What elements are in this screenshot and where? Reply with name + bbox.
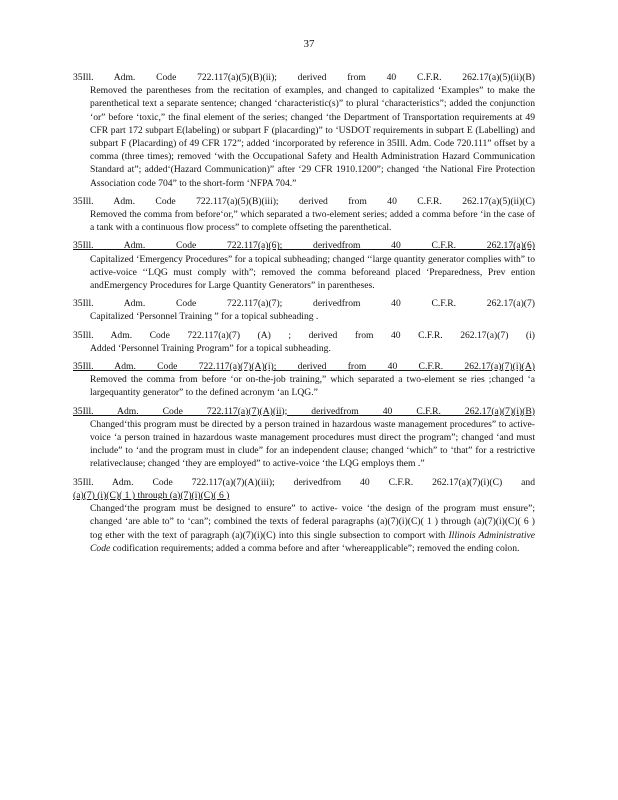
note-text: Capitalized ‘Personnel Training ” for a topical subheading . — [90, 311, 319, 323]
note-entry — [73, 71, 535, 190]
note-citation: 35Ill. Adm. Code 722.117(a)(6); derivedfrom 40 C.F.R. 262.17(a)(6) — [73, 240, 535, 252]
note-citation: 35Ill. Adm. Code 722.117(a)(5)(B)(ii); derived from 40 C.F.R. 262.17(a)(5)(ii)(B) — [73, 72, 535, 83]
amendment-notes — [73, 71, 535, 560]
note-text: Removed the parentheses from the recitation of examples, and changed to capitalized ‘Examples” to make the parenthetical text a separate sentence; changed ‘characteristic(s)” to plural ‘characteristics”; added the conjunction ‘or” before ‘toxic,” the final element of the series; changed ‘the Department of Transportation requirements at 49 CFR part 172 subpart E(labeling) or subpart F (placarding)” to ‘USDOT requirements in subpart E (Labelling) and subpart F (Placarding) of 49 CFR 172”; added ‘incorporated by reference in 35Ill. Adm. Code 720.111” offset by a comma (three times); removed ‘with the Occupational Safety and Health Administration Hazard Communication Standard at”; added‘(Hazard Communication)” after ‘29 CFR 1910.1200”; changed ‘the National Fire Protection Association code 704” to the short-form ‘NFPA 704.” — [90, 85, 535, 189]
note-text-part: Changed‘the program must be designed to ensure” to active- voice ‘the design of the program must ensure”; changed ‘are able to” to ‘can”; combined the texts of federal paragraphs (a)(7)(i)(C)( 1 ) through (a)(7)(i)(C)( 6 ) tog ether with the text of paragraph (a)(7)(i)(C) into this single subsection to comport with — [90, 503, 535, 541]
note-citation-continued: (a)(7) (i)(C)( 1 ) through (a)(7)(i)(C)( 6 ) — [73, 489, 230, 501]
note-citation: 35Ill. Adm. Code 722.117(a)(5)(B)(iii); derived from 40 C.F.R. 262.17(a)(5)(ii)(C) — [73, 195, 535, 207]
note-text: Capitalized ‘Emergency Procedures” for a topical subheading; changed ‘‘large quantity generator complies with” to active-voice ‘‘LQG must comply with”; removed the comma beforeand placed ‘Preparedness, Prev ention andEmergency Procedures for Large Quantity Generators” in parentheses. — [90, 253, 535, 292]
note-text: Removed the comma from before‘or,” which separated a two-element series; added a comma before ‘in the case of a tank with a continuous flow process” to complete offseting the parenthetical. — [90, 209, 535, 234]
note-entry — [73, 239, 535, 292]
note-text: Removed the comma from before ‘or on-the-job training,” which separated a two-element se ries ;changed ‘a largequantity generator” to the defined acronym ‘an LQG.” — [90, 374, 535, 399]
note-citation: 35Ill. Adm. Code 722.117(a)(7); derivedfrom 40 C.F.R. 262.17(a)(7) — [73, 298, 535, 310]
note-text-part: codification requirements; added a comma before and after ‘whereapplicable”; removed the ending colon. — [110, 542, 520, 554]
note-text: Changed‘this program must be directed by a person trained in hazardous waste management procedures” to active-voice ‘a person trained in hazardous waste management procedures must direct the program”; changed ‘and must include” to ‘and the program must in clude” for an independent clause; changed ‘which” to ‘that” for a restrictive relativeclause; changed ‘they are employed” to active-voice ‘the LQG employs them .” — [90, 418, 535, 470]
note-entry — [73, 329, 535, 355]
note-entry — [73, 405, 535, 471]
note-text: Added ‘Personnel Training Program” for a topical subheading. — [90, 342, 331, 354]
note-citation: 35Ill. Adm. Code 722.117(a)(7)(A)(iii); derivedfrom 40 C.F.R. 262.17(a)(7)(i)(C) and — [73, 476, 535, 488]
note-entry — [73, 297, 535, 323]
note-citation: 35Ill. Adm. Code 722.117(a)(7)(A)(ii); derivedfrom 40 C.F.R. 262.17(a)(7)(i)(B) — [73, 405, 535, 417]
note-citation: 35Ill. Adm. Code 722.117(a)(7)(A)(i); derived from 40 C.F.R. 262.17(a)(7)(i)(A) — [73, 361, 535, 373]
note-entry — [73, 195, 535, 235]
note-entry — [73, 360, 535, 400]
note-entry — [73, 476, 535, 555]
note-text — [90, 502, 535, 555]
page-number: 37 — [303, 38, 315, 50]
note-citation: 35Ill. Adm. Code 722.117(a)(7) (A) ; derived from 40 C.F.R. 262.17(a)(7) (i) — [73, 329, 535, 341]
code-title-italic: Illinois Administrative Code — [90, 529, 535, 554]
